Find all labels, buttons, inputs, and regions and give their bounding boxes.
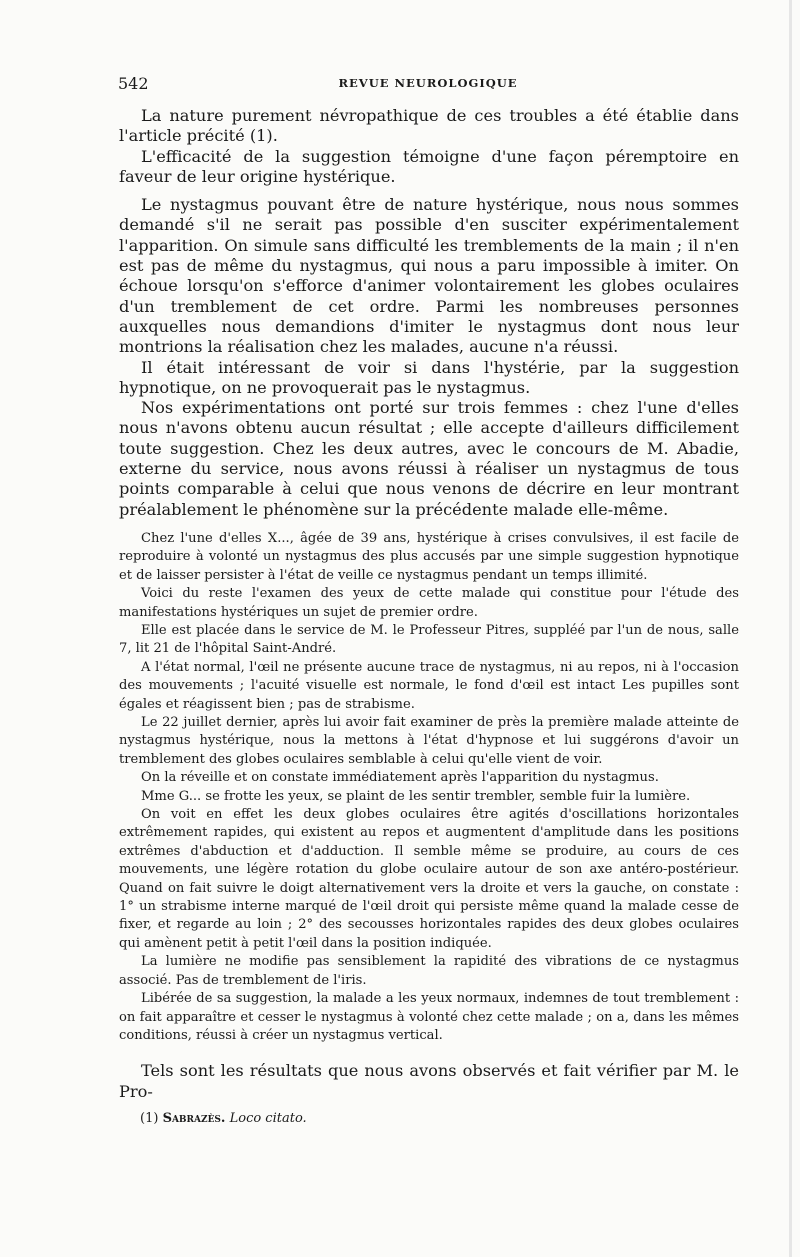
case-paragraph: La lumière ne modifie pas sensiblement la rapidité des vibrations de ce nystagmus associé. Pas de tremblement de l'iris. <box>119 954 739 988</box>
paragraph: Nos expérimentations ont porté sur trois femmes : chez l'une d'elles nous n'avons obtenu aucun résultat ; elle accepte d'ailleurs difficilement toute suggestion. Chez les deux autres, avec le concours de M. Abadie, externe du service, nous avons réussi à réaliser un nystagmus de tous points comparable à celui que nous venons de décrire en leur montrant préalablement le phénomène sur la précédente malade elle-même. <box>119 398 739 519</box>
final-paragraph: Tels sont les résultats que nous avons observés et fait vérifier par M. le Pro- <box>119 1061 739 1101</box>
footnote-number: (1) <box>140 1111 159 1126</box>
page-number: 542 <box>118 74 149 93</box>
case-paragraph: A l'état normal, l'œil ne présente aucune trace de nystagmus, ni au repos, ni à l'occasion des mouvements ; l'acuité visuelle est normale, le fond d'œil est intact Les pupilles sont égales et réagissent bien ; pas de strabisme. <box>119 659 739 712</box>
running-title: REVUE NEUROLOGIQUE <box>338 76 518 90</box>
footnote-author: Sabrazès. <box>162 1111 226 1126</box>
case-paragraph: Elle est placée dans le service de M. le Professeur Pitres, suppléé par l'un de nous, salle 7, lit 21 de l'hôpital Saint-André. <box>119 622 739 657</box>
case-paragraph: Le 22 juillet dernier, après lui avoir fait examiner de près la première malade atteinte de nystagmus hystérique, nous la mettons à l'état d'hypnose et lui suggérons d'avoir un tremblement des globes oculaires semblable à celui qu'elle vient de voir. <box>119 715 739 767</box>
case-paragraph: Chez l'une d'elles X..., âgée de 39 ans, hystérique à crises convulsives, il est facile de reproduire à volonté un nystagmus des plus accusés par une simple suggestion hypnotique et de laisser persister à l'état de veille ce nystagmus pendant un temps illimité. <box>119 530 739 583</box>
case-report <box>119 530 739 1045</box>
paragraph: L'efficacité de la suggestion témoigne d'une façon péremptoire en faveur de leur origine hystérique. <box>119 146 739 186</box>
case-paragraph: Libérée de sa suggestion, la malade a les yeux normaux, indemnes de tout tremblement : on fait apparaître et cesser le nystagmus à volonté chez cette malade ; on a, dans les mêmes conditions, réussi à créer un nystagmus vertical. <box>119 991 739 1043</box>
paragraph: Le nystagmus pouvant être de nature hystérique, nous nous sommes demandé s'il ne serait pas possible d'en susciter expérimentalement l'apparition. On simule sans difficulté les tremblements de la main ; il n'en est pas de même du nystagmus, qui nous a paru impossible à imiter. On échoue lorsqu'on s'efforce d'animer volontairement les globes oculaires d'un tremblement de cet ordre. Parmi les nombreuses personnes auxquelles nous demandions d'imiter le nystagmus dont nous leur montrions la réalisation chez les malades, aucune n'a réussi. <box>119 195 739 357</box>
case-paragraph: On voit en effet les deux globes oculaires être agités d'oscillations horizontales extrêmement rapides, qui existent au repos et augmentent d'amplitude dans les positions extrêmes d'abduction et d'adduction. Il semble même se produire, au cours de ces mouvements, une légère rotation du globe oculaire autour de son axe antéro-postérieur. Quand on fait suivre le doigt alternativement vers la droite et vers la gauche, on constate : 1° un strabisme interne marqué de l'œil droit qui persiste même quand la malade cesse de fixer, et regarde au loin ; 2° des secousses horizontales rapides des deux globes oculaires qui amènent petit à petit l'œil dans la position indiquée. <box>119 807 739 951</box>
paragraph: Il était intéressant de voir si dans l'hystérie, par la suggestion hypnotique, on ne provoquerait pas le nystagmus. <box>119 357 739 397</box>
footnote <box>140 1111 307 1126</box>
paragraph: La nature purement névropathique de ces troubles a été établie dans l'article précité (1). <box>119 106 739 146</box>
footnote-reference: Loco citato. <box>229 1111 307 1126</box>
page-header <box>118 74 738 94</box>
case-paragraph: Mme G... se frotte les yeux, se plaint de les sentir trembler, semble fuir la lumière. <box>141 788 691 804</box>
case-paragraph: On la réveille et on constate immédiatement après l'apparition du nystagmus. <box>141 770 659 786</box>
page-edge <box>789 0 792 1257</box>
article-body <box>119 106 739 1102</box>
case-paragraph: Voici du reste l'examen des yeux de cette malade qui constitue pour l'étude des manifestations hystériques un sujet de premier ordre. <box>119 586 739 620</box>
